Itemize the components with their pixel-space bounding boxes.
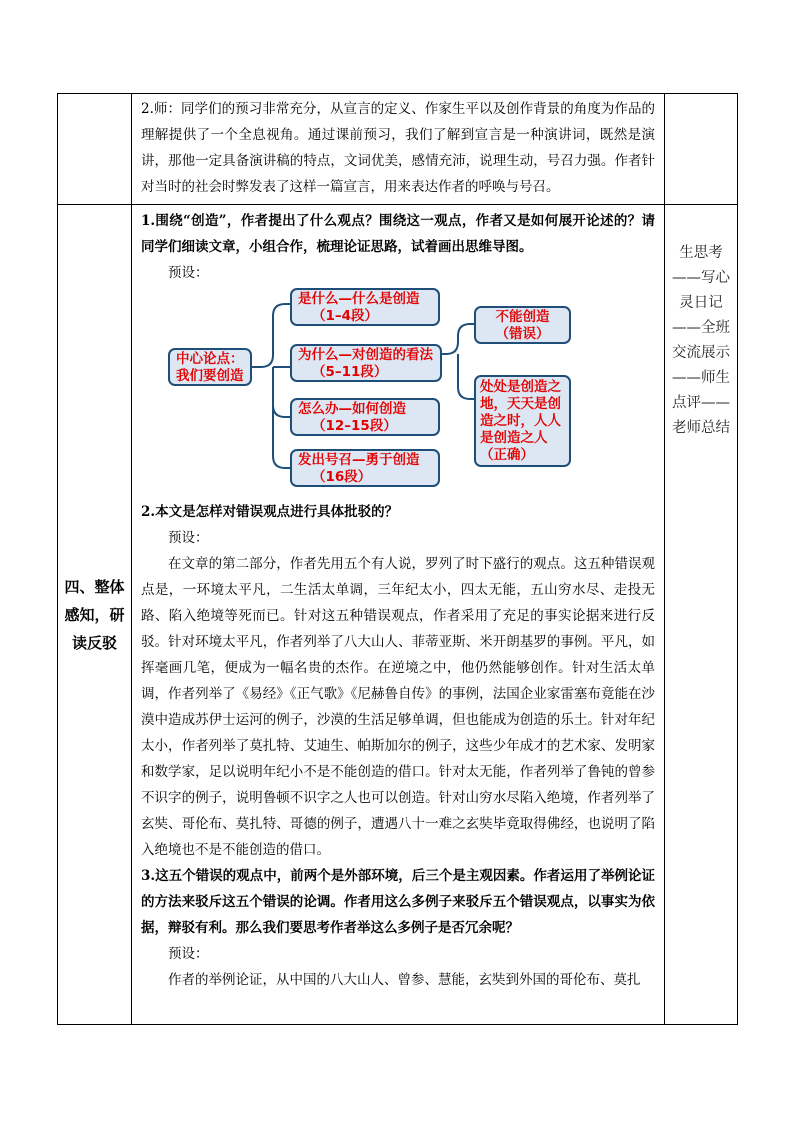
question-3: 3.这五个错误的观点中，前两个是外部环境，后三个是主观因素。作者运用了举例论证的方法来驳斥这五个错误的论调。作者用这么多例子来驳斥五个错误观点，以事实为依据，辩驳有利。那么我们要思考作者举这么多例子是否冗余呢？ [141,868,655,936]
mind-map-sub-right: 处处是创造之 地，天天是创 造之时，人人 是创造之人 （正确） [474,375,571,467]
preset-label-1: 预设： [168,265,209,281]
preset-label-3: 预设： [168,946,209,962]
note-cell-empty [665,94,738,205]
content-cell-top [132,94,665,205]
mind-map-branch-why: 为什么—对创造的看法 （5–11段） [290,344,442,382]
note-cell [665,205,738,1025]
table-row-main [58,205,738,1025]
mind-map-branch-what: 是什么—什么是创造 （1–4段） [290,288,440,326]
answer-2: 在文章的第二部分，作者先用五个有人说，罗列了时下盛行的观点。这五种错误观点是，一环境太平凡，二生活太单调，三年纪太小，四太无能，五山穷水尽、走投无路、陷入绝境等死而已。针对这五种错误观点，作者采用了充足的事实论据来进行反驳。针对环境太平凡，作者列举了八大山人、菲蒂亚斯、米开朗基罗的事例。平凡，如挥毫画几笔，便成为一幅名贵的杰作。在逆境之中，他仍然能够创作。针对生活太单调，作者列举了《易经》《正气歌》《尼赫鲁自传》的事例，法国企业家雷塞布竟能在沙漠中造成苏伊士运河的例子，沙漠的生活足够单调，但也能成为创造的乐土。针对年纪太小，作者列举了莫扎特、艾迪生、帕斯加尔的例子，这些少年成才的艺术家、发明家和数学家，足以说明年纪小不是不能创造的借口。针对太无能，作者列举了鲁钝的曾参不识字的例子，说明鲁顿不识字之人也可以创造。针对山穷水尽陷入绝境，作者列举了玄奘、哥伦布、莫扎特、哥德的例子，遭遇八十一难之玄奘毕竟取得佛经，也说明了陷入绝境也不是不能创造的借口。 [141,556,655,858]
stage-title: 四、整体感知，研读反驳 [64,577,125,652]
table-row-top [58,94,738,205]
stage-cell-empty [58,94,132,205]
answer-3: 作者的举例论证，从中国的八大山人、曾参、慧能，玄奘到外国的哥伦布、莫扎 [168,972,641,988]
mind-map [141,288,661,493]
mind-map-sub-wrong: 不能创造 （错误） [474,306,571,344]
mind-map-branch-call: 发出号召—勇于创造 （16段） [290,449,440,487]
content-cell-main [132,205,665,1025]
mind-map-branch-how: 怎么办—如何创造 （12–15段） [290,398,440,436]
question-1: 1.围绕“创造”，作者提出了什么观点？围绕这一观点，作者又是如何展开论述的？请同学们细读文章，小组合作，梳理论证思路，试着画出思维导图。 [141,213,655,255]
preset-label-2: 预设： [168,530,209,546]
stage-cell [58,205,132,1025]
question-2: 2.本文是怎样对错误观点进行具体批驳的？ [141,504,399,520]
lesson-plan-table [57,93,738,1025]
teacher-remark: 2.师：同学们的预习非常充分，从宣言的定义、作家生平以及创作背景的角度为作品的理解提供了一个全息视角。通过课前预习，我们了解到宣言是一种演讲词，既然是演讲，那他一定具备演讲稿的特点，文词优美，感情充沛，说理生动，号召力强。作者针对当时的社会时弊发表了这样一篇宣言，用来表达作者的呼唤与号召。 [141,101,655,195]
activity-note: 生思考——写心灵日记——全班交流展示——师生点评——老师总结 [672,245,730,436]
mind-map-center-node: 中心论点： 我们要创造 [168,348,252,386]
